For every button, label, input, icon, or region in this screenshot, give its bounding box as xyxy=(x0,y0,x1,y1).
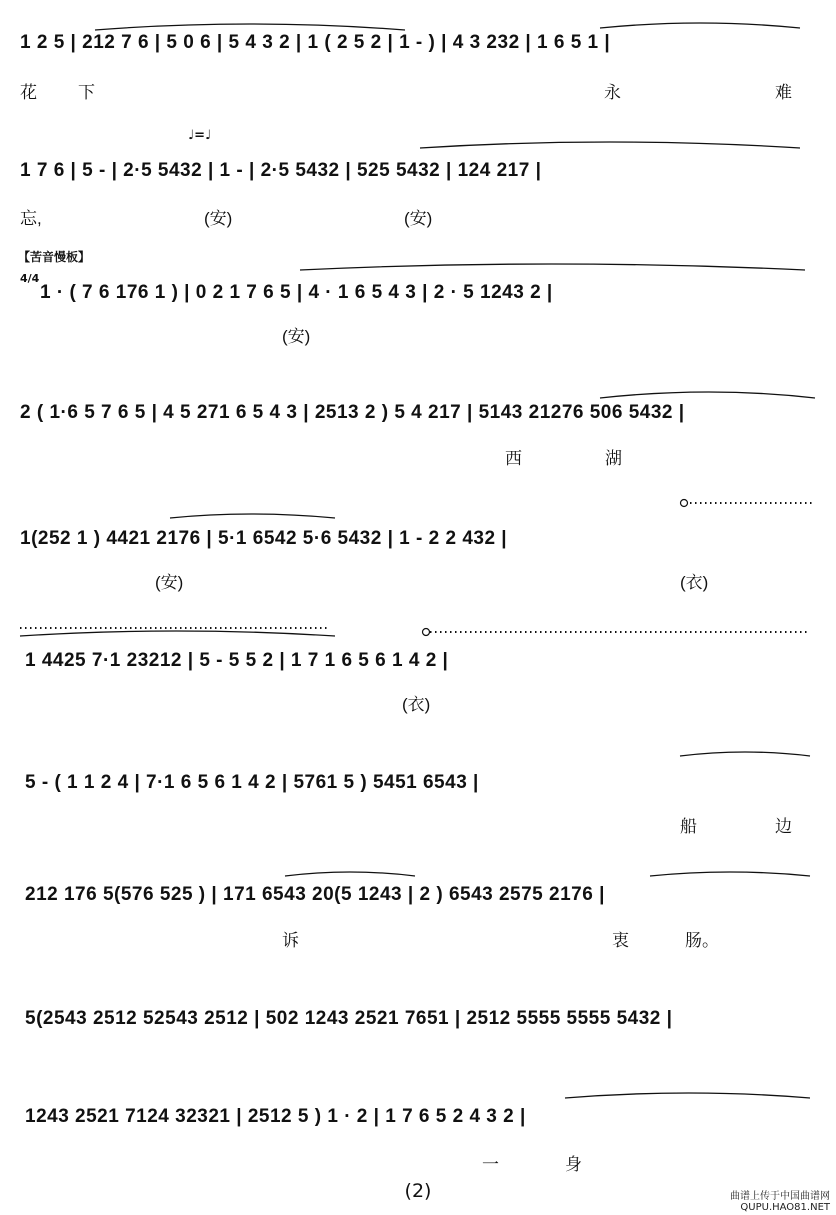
notation-line-4: 2 ( 1·6 5 7 6 5 | 4 5 271 6 5 4 3 | 2513 2 ) 5 4 217 | 5143 21276 506 5432 | xyxy=(20,402,685,423)
lyric-xia: 下 xyxy=(78,83,95,102)
notation-line-9: 5(2543 2512 52543 2512 | 502 1243 2521 7651 | 2512 5555 5555 5432 | xyxy=(25,1008,673,1029)
time-signature: 4/4 xyxy=(20,272,40,285)
score-system-9 xyxy=(0,970,836,1070)
notation-line-6: 1 4425 7·1 23212 | 5 - 5 5 2 | 1 7 1 6 5 6 1 4 2 | xyxy=(25,650,449,671)
lyric-yi-1: (衣) xyxy=(680,573,709,592)
lyric-an-1: (安) xyxy=(204,209,233,228)
lyric-shen: 身 xyxy=(565,1155,582,1174)
score-system-2 xyxy=(0,120,836,240)
lyric-wang: 忘, xyxy=(20,209,42,228)
notation-line-10: 1243 2521 7124 32321 | 2512 5 ) 1 · 2 | 1 7 6 5 2 4 3 2 | xyxy=(25,1106,526,1127)
lyric-yi-2: (衣) xyxy=(402,695,431,714)
lyric-chang: 肠。 xyxy=(685,931,719,950)
watermark xyxy=(730,1191,830,1213)
lyric-hu: 湖 xyxy=(605,449,622,468)
watermark-line-1: 曲谱上传于中国曲谱网 xyxy=(730,1191,830,1202)
notation-line-7: 5 - ( 1 1 2 4 | 7·1 6 5 6 1 4 2 | 5761 5 ) 5451 6543 | xyxy=(25,772,479,793)
watermark-line-2: QUPU.HAO81.NET xyxy=(740,1202,830,1213)
lyric-xi: 西 xyxy=(505,449,522,468)
score-system-3 xyxy=(0,240,836,370)
score-system-8 xyxy=(0,850,836,970)
notation-line-2: 1 7 6 | 5 - | 2·5 5432 | 1 - | 2·5 5432 | 525 5432 | 124 217 | xyxy=(20,160,542,181)
lyric-zhong: 衷 xyxy=(612,931,629,950)
tempo-mark: ♩=♩ xyxy=(188,128,212,143)
lyric-yong: 永 xyxy=(604,83,621,102)
score-system-5 xyxy=(0,490,836,610)
lyric-an-3: (安) xyxy=(282,327,311,346)
score-system-10 xyxy=(0,1070,836,1180)
score-system-6 xyxy=(0,610,836,730)
lyric-an-4: (安) xyxy=(155,573,184,592)
lyric-chuan: 船 xyxy=(680,817,697,836)
lyric-su: 诉 xyxy=(282,931,299,950)
lyric-bian: 边 xyxy=(775,817,792,836)
notation-line-5: 1(252 1 ) 4421 2176 | 5·1 6542 5·6 5432 | 1 - 2 2 432 | xyxy=(20,528,508,549)
lyric-hua: 花 xyxy=(20,83,37,102)
notation-line-8: 212 176 5(576 525 ) | 171 6543 20(5 1243 | 2 ) 6543 2575 2176 | xyxy=(25,884,605,905)
score-system-4 xyxy=(0,370,836,490)
lyric-an-2: (安) xyxy=(404,209,433,228)
score-system-1 xyxy=(0,0,836,120)
notation-line-1: 1 2 5 | 212 7 6 | 5 0 6 | 5 4 3 2 | 1 ( 2 5 2 | 1 - ) | 4 3 232 | 1 6 5 1 | xyxy=(20,32,611,53)
page-number: (2) xyxy=(404,1180,432,1202)
notation-line-3: 1 · ( 7 6 176 1 ) | 0 2 1 7 6 5 | 4 · 1 6 5 4 3 | 2 · 5 1243 2 | xyxy=(40,282,553,303)
score-system-7 xyxy=(0,730,836,850)
section-label: 【苦音慢板】 xyxy=(18,250,91,264)
lyric-yi-one: 一 xyxy=(482,1155,499,1174)
lyric-nan: 难 xyxy=(775,83,792,102)
